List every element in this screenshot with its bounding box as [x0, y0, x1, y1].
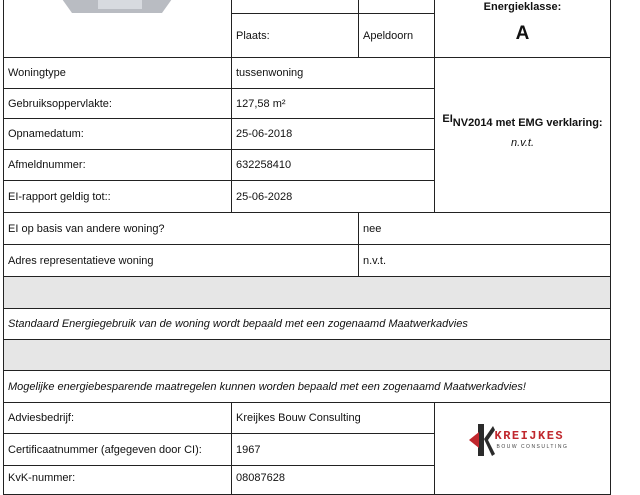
row-label-oppervlakte: Gebruiksoppervlakte: — [3, 88, 232, 119]
advisor-label-bedrijf: Adviesbedrijf: — [3, 402, 232, 434]
house-image — [62, 0, 182, 21]
row-value-oppervlakte: 127,58 m² — [231, 88, 435, 119]
gray-spacer-1 — [3, 276, 611, 309]
place-label: Plaats: — [231, 13, 359, 58]
wide-label-andere-woning: EI op basis van andere woning? — [3, 212, 359, 245]
logo-name: KREIJKES — [494, 428, 565, 443]
row-value-woningtype: tussenwoning — [231, 57, 435, 89]
row-label-woningtype: Woningtype — [3, 57, 232, 89]
gray-spacer-2 — [3, 339, 611, 371]
ei-cell — [434, 57, 611, 213]
energy-class-value: A — [515, 23, 530, 44]
row-label-opnamedatum: Opnamedatum: — [3, 118, 232, 150]
advisor-value-certificaat: 1967 — [231, 433, 435, 466]
row-value-geldig: 25-06-2028 — [231, 180, 435, 213]
logo-k-icon — [467, 422, 495, 458]
place-value: Apeldoorn — [358, 13, 435, 58]
logo-cell — [434, 402, 611, 495]
wide-label-adres: Adres representatieve woning — [3, 244, 359, 277]
ei-value: n.v.t. — [510, 137, 535, 149]
wide-value-adres: n.v.t. — [358, 244, 611, 277]
energy-class-title: Energieklasse: — [483, 1, 562, 13]
advisor-label-certificaat: Certificaatnummer (afgegeven door CI): — [3, 433, 232, 466]
house-image-cell — [3, 0, 232, 58]
top-cell-a — [231, 0, 359, 14]
advisor-label-kvk: KvK-nummer: — [3, 465, 232, 495]
row-label-geldig: EI-rapport geldig tot:: — [3, 180, 232, 213]
wide-value-andere-woning: nee — [358, 212, 611, 245]
advisor-value-bedrijf: Kreijkes Bouw Consulting — [231, 402, 435, 434]
logo-tagline: BOUW CONSULTING — [496, 443, 569, 450]
ei-label: NV2014 met EMG verklaring: — [452, 117, 603, 129]
note-measures: Mogelijke energiebesparende maatregelen kunnen worden bepaald met een zogenaamd Maatwerkadvies! — [3, 370, 611, 403]
row-value-opnamedatum: 25-06-2018 — [231, 118, 435, 150]
note-standard: Standaard Energiegebruik van de woning wordt bepaald met een zogenaamd Maatwerkadvies — [3, 308, 611, 340]
kreijkes-logo — [467, 422, 579, 462]
energy-class-cell — [434, 0, 611, 58]
row-label-afmeldnummer: Afmeldnummer: — [3, 149, 232, 181]
ei-prefix: EI — [442, 113, 453, 125]
advisor-value-kvk: 08087628 — [231, 465, 435, 495]
row-value-afmeldnummer: 632258410 — [231, 149, 435, 181]
top-cell-b — [358, 0, 435, 14]
